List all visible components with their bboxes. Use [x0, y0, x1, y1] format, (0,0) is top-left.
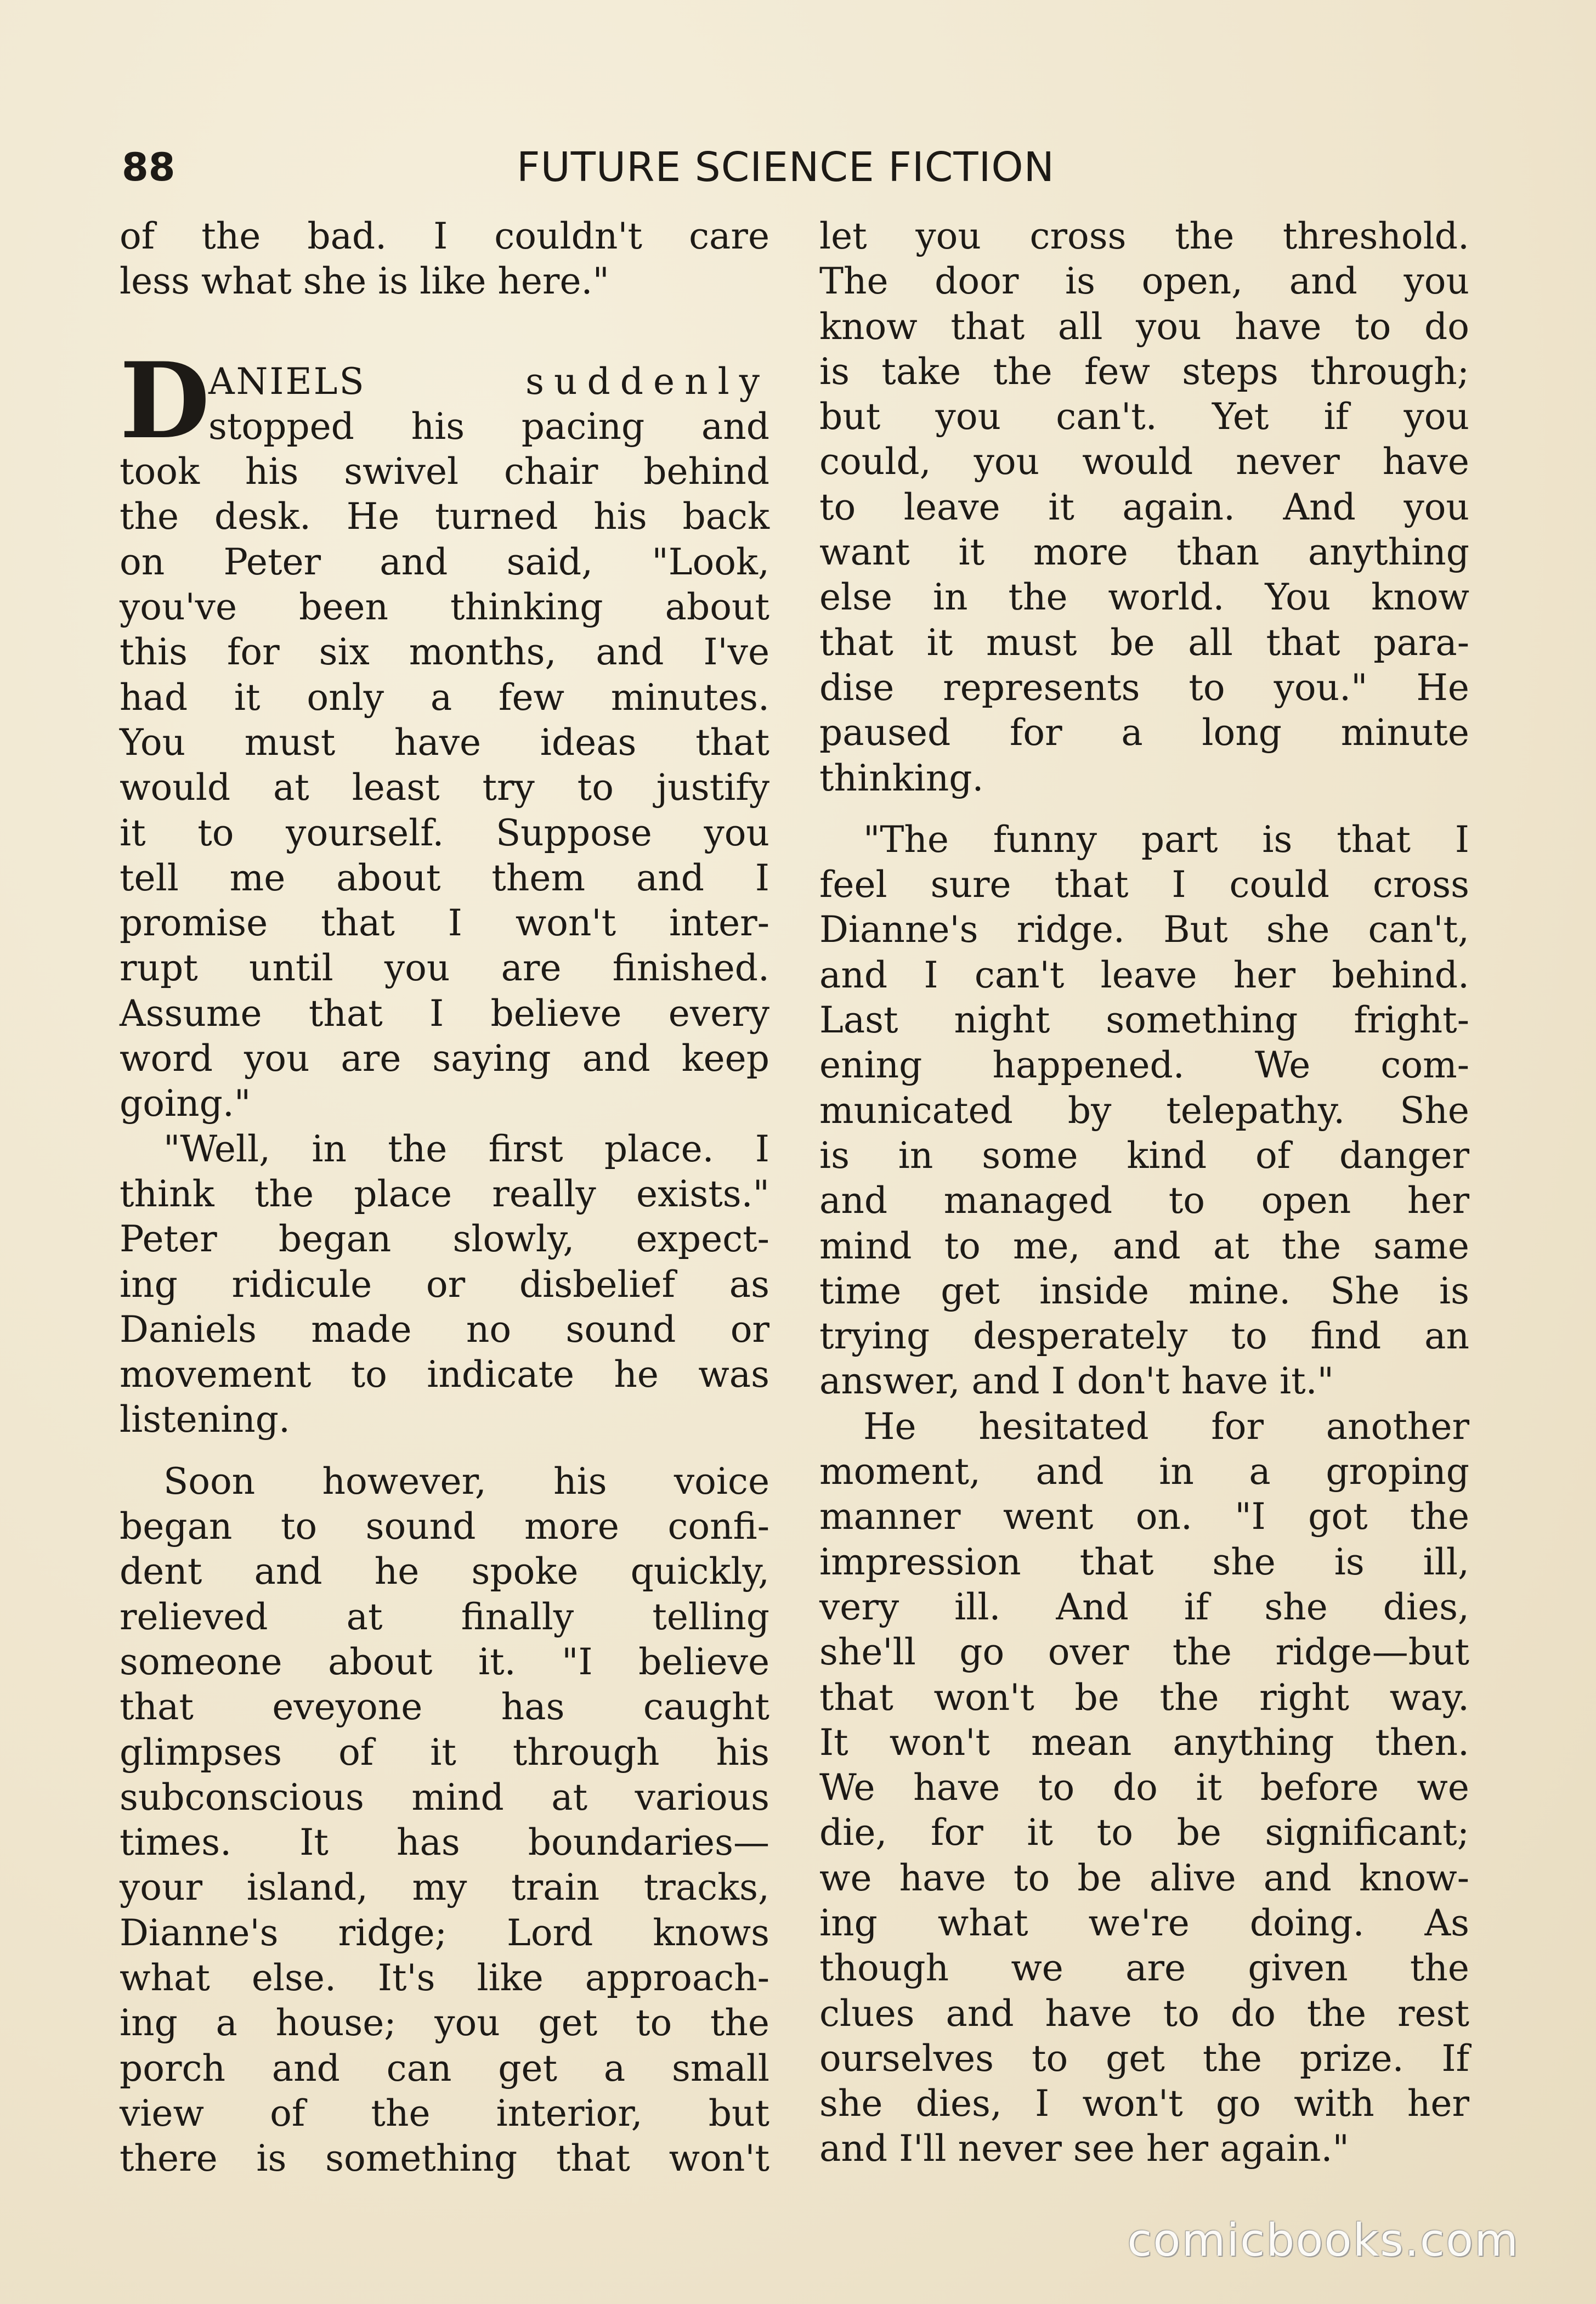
- text-line: she'll go over the ridge—but: [819, 1631, 1469, 1674]
- text-line: your island, my train tracks,: [120, 1866, 769, 1909]
- text-line: that won't be the right way.: [819, 1676, 1469, 1719]
- left-column: [120, 214, 769, 2181]
- text-line: promise that I won't inter-: [120, 902, 769, 945]
- opening-word: ANIELS: [208, 360, 366, 403]
- right-column: [819, 214, 1469, 2172]
- text-line: We have to do it before we: [819, 1766, 1469, 1809]
- text-line: stopped his pacing and: [208, 405, 769, 448]
- text-line: feel sure that I could cross: [819, 863, 1469, 906]
- text-line: thinking.: [819, 756, 984, 799]
- text-line: It won't mean anything then.: [819, 1721, 1469, 1764]
- text-line: "The funny part is that I: [863, 818, 1469, 861]
- text-line: what else. It's like approach-: [120, 1956, 769, 1999]
- text-line: glimpses of it through his: [120, 1731, 769, 1774]
- text-line: ing what we're doing. As: [819, 1901, 1469, 1944]
- drop-cap: D: [120, 339, 210, 462]
- text-line: the desk. He turned his back: [120, 495, 769, 538]
- text-line: Soon however, his voice: [163, 1460, 769, 1503]
- paragraph: [819, 817, 1469, 1404]
- paragraph: [120, 1127, 769, 1443]
- text-line: and managed to open her: [819, 1179, 1469, 1222]
- text-line: very ill. And if she dies,: [819, 1585, 1469, 1628]
- text-line: we have to be alive and know-: [819, 1856, 1469, 1899]
- text-line: going.": [120, 1082, 251, 1125]
- paragraph: [120, 339, 769, 1127]
- text-line: trying desperately to find an: [819, 1315, 1469, 1358]
- paragraph: [120, 214, 769, 304]
- text-line: movement to indicate he was: [120, 1353, 769, 1396]
- text-line: would at least try to justify: [120, 766, 769, 809]
- text-line: paused for a long minute: [819, 711, 1469, 754]
- text-line: impression that she is ill,: [819, 1540, 1469, 1583]
- text-line: You must have ideas that: [120, 721, 769, 764]
- text-line: someone about it. "I believe: [120, 1640, 769, 1683]
- text-line: you've been thinking about: [120, 586, 769, 629]
- text-line: of the bad. I couldn't care: [120, 215, 769, 257]
- text-line: word you are saying and keep: [120, 1037, 769, 1080]
- text-line: ing a house; you get to the: [120, 2002, 769, 2045]
- text-line: Daniels made no sound or: [120, 1308, 769, 1351]
- text-line: less what she is like here.": [120, 260, 609, 303]
- paragraph: [819, 1404, 1469, 2172]
- paragraph: [120, 1459, 769, 2182]
- text-line: Dianne's ridge; Lord knows: [120, 1911, 769, 1954]
- text-line: answer, and I don't have it.": [819, 1360, 1334, 1403]
- text-line: took his swivel chair behind: [120, 450, 769, 493]
- text-line: The door is open, and you: [819, 260, 1469, 303]
- text-line: clues and have to do the rest: [819, 1992, 1469, 2035]
- text-line: else in the world. You know: [819, 576, 1469, 619]
- text-line: view of the interior, but: [120, 2092, 769, 2134]
- text-line: die, for it to be significant;: [819, 1811, 1469, 1854]
- text-line: dent and he spoke quickly,: [120, 1550, 769, 1593]
- text-line: on Peter and said, "Look,: [120, 540, 769, 583]
- text-line: it to yourself. Suppose you: [120, 811, 769, 854]
- text-line: Peter began slowly, expect-: [120, 1218, 769, 1261]
- text-line: rupt until you are finished.: [120, 947, 769, 990]
- text-line: ing ridicule or disbelief as: [120, 1263, 769, 1306]
- text-line: that eveyone has caught: [120, 1686, 769, 1729]
- text-line: is take the few steps through;: [819, 350, 1469, 393]
- text-line: Assume that I believe every: [120, 992, 769, 1035]
- paragraph: [819, 214, 1469, 801]
- text-line: municated by telepathy. She: [819, 1089, 1469, 1132]
- text-line: though we are given the: [819, 1947, 1469, 1990]
- text-line: dise represents to you." He: [819, 666, 1469, 709]
- text-line: and I'll never see her again.": [819, 2127, 1349, 2170]
- text-line: time get inside mine. She is: [819, 1269, 1469, 1312]
- text-line: relieved at finally telling: [120, 1595, 769, 1638]
- text-line: to leave it again. And you: [819, 485, 1469, 528]
- text-line: that it must be all that para-: [819, 621, 1469, 664]
- text-line: is in some kind of danger: [819, 1134, 1469, 1177]
- text-line: and I can't leave her behind.: [819, 953, 1469, 996]
- text-line: could, you would never have: [819, 441, 1469, 483]
- text-line: she dies, I won't go with her: [819, 2082, 1469, 2125]
- text-line: think the place really exists.": [120, 1172, 769, 1215]
- watermark-logo: comicbooks.com: [1127, 2215, 1519, 2267]
- text-line: listening.: [120, 1398, 291, 1441]
- text-line: ening happened. We com-: [819, 1044, 1469, 1087]
- text-line: let you cross the threshold.: [819, 215, 1469, 257]
- text-line: there is something that won't: [120, 2137, 769, 2180]
- text-line: Dianne's ridge. But she can't,: [819, 908, 1469, 951]
- text-line: had it only a few minutes.: [120, 676, 769, 719]
- text-line: porch and can get a small: [120, 2047, 769, 2090]
- text-line: manner went on. "I got the: [819, 1495, 1469, 1538]
- running-title: FUTURE SCIENCE FICTION: [517, 144, 1055, 191]
- text-line: Last night something fright-: [819, 999, 1469, 1042]
- text-line: began to sound more confi-: [120, 1505, 769, 1548]
- text-line: "Well, in the first place. I: [163, 1127, 769, 1170]
- opening-word-tail: suddenly: [525, 360, 769, 403]
- text-line: tell me about them and I: [120, 856, 769, 899]
- text-line: ourselves to get the prize. If: [819, 2037, 1469, 2080]
- page-header: [122, 140, 1473, 200]
- text-line: He hesitated for another: [863, 1405, 1469, 1448]
- page-number: 88: [122, 145, 176, 190]
- text-line: times. It has boundaries—: [120, 1821, 769, 1864]
- text-line: moment, and in a groping: [819, 1450, 1469, 1493]
- text-line: this for six months, and I've: [120, 631, 769, 674]
- text-line: mind to me, and at the same: [819, 1224, 1469, 1267]
- text-line: want it more than anything: [819, 531, 1469, 574]
- text-line: but you can't. Yet if you: [819, 396, 1469, 438]
- text-line: know that all you have to do: [819, 305, 1469, 348]
- text-line: subconscious mind at various: [120, 1776, 769, 1819]
- text-line: [120, 359, 769, 404]
